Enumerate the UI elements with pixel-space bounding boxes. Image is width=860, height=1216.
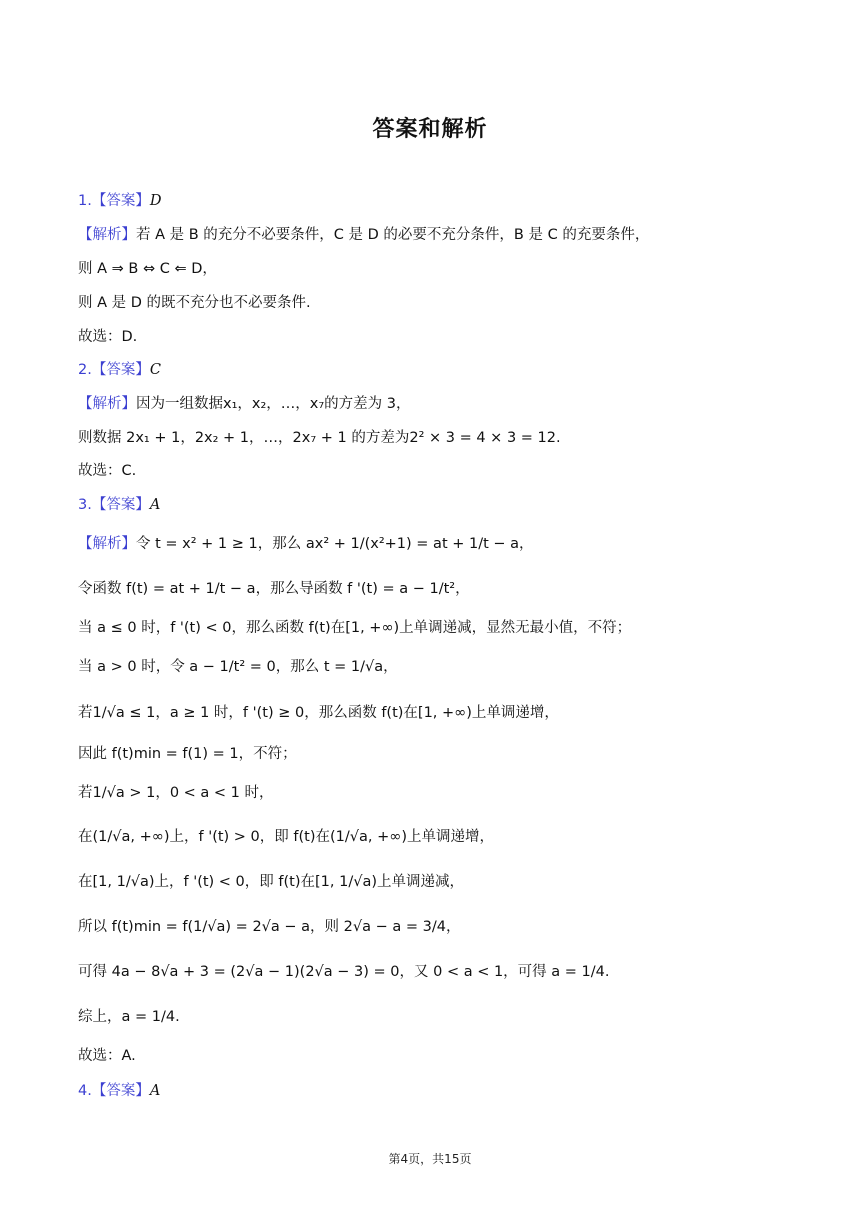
q3-text-1: 令 t = x² + 1 ≥ 1，那么 ax² + 1/(x²+1) = at + 1/t − a， [136,536,534,552]
q3-text-9: 在[1, 1/√a)上，f '(t) < 0，即 f(t)在[1, 1/√a)上单调递减， [78,874,464,890]
q3-text-8: 在(1/√a, +∞)上，f '(t) > 0，即 f(t)在(1/√a, +∞)上单调递增， [78,829,494,845]
q1-number: 1. [78,193,92,209]
q2-analysis-tag: 【解析】 [78,396,136,412]
q3-answer: A [149,497,161,513]
q3-text-12: 综上，a = 1/4. [78,1009,180,1025]
q1-analysis-tag: 【解析】 [78,227,136,243]
q4-answer: A [149,1083,161,1099]
q4-answer-line [78,1080,798,1102]
q2-text-2: 则数据 2x₁ + 1，2x₂ + 1，…，2x₇ + 1 的方差为2² × 3 = 4 × 3 = 12. [78,430,561,446]
q1-analysis-line-1 [78,224,798,246]
q4-answer-tag: 【答案】 [91,1083,150,1099]
q3-answer-tag: 【答案】 [91,497,150,513]
q3-text-11: 可得 4a − 8√a + 3 = (2√a − 1)(2√a − 3) = 0，又 0 < a < 1，可得 a = 1/4. [78,964,610,980]
q3-text-10: 所以 f(t)min = f(1/√a) = 2√a − a，则 2√a − a = 3/4， [78,919,461,935]
q3-analysis-tag: 【解析】 [78,536,136,552]
q3-text-13: 故选：A. [78,1048,136,1064]
page-footer: 第4页，共15页 [388,1152,472,1166]
q3-number: 3. [78,497,92,513]
q1-text-1: 若 A 是 B 的充分不必要条件，C 是 D 的必要不充分条件，B 是 C 的充要条件， [136,227,650,243]
q2-text-1: 因为一组数据x₁，x₂，…，x₇的方差为 3， [136,396,411,412]
q2-analysis-line-1 [78,393,798,415]
q3-text-7: 若1/√a > 1，0 < a < 1 时， [78,785,274,801]
q2-number: 2. [78,362,92,378]
q1-answer: D [149,193,162,209]
page-title: 答案和解析 [372,117,488,142]
q3-text-4: 当 a > 0 时，令 a − 1/t² = 0，那么 t = 1/√a， [78,659,398,675]
q2-answer: C [149,362,161,378]
q1-text-2: 则 A ⇒ B ⇔ C ⇐ D， [78,261,217,277]
q1-text-3: 则 A 是 D 的既不充分也不必要条件. [78,295,311,311]
q1-answer-tag: 【答案】 [91,193,150,209]
q3-text-5: 若1/√a ≤ 1，a ≥ 1 时，f '(t) ≥ 0，那么函数 f(t)在[1, +∞)上单调递增， [78,705,559,721]
q4-number: 4. [78,1083,92,1099]
q3-text-3: 当 a ≤ 0 时，f '(t) < 0，那么函数 f(t)在[1, +∞)上单调递减，显然无最小值，不符； [78,620,632,636]
q3-answer-line [78,494,798,516]
q2-text-3: 故选：C. [78,463,137,479]
q3-text-6: 因此 f(t)min = f(1) = 1，不符； [78,746,297,762]
q2-answer-tag: 【答案】 [91,362,150,378]
q2-answer-line [78,359,798,381]
q3-text-2: 令函数 f(t) = at + 1/t − a，那么导函数 f '(t) = a − 1/t²， [78,581,470,597]
q3-analysis-line-1 [78,533,798,555]
q1-answer-line [78,190,798,212]
q1-text-4: 故选：D. [78,329,138,345]
